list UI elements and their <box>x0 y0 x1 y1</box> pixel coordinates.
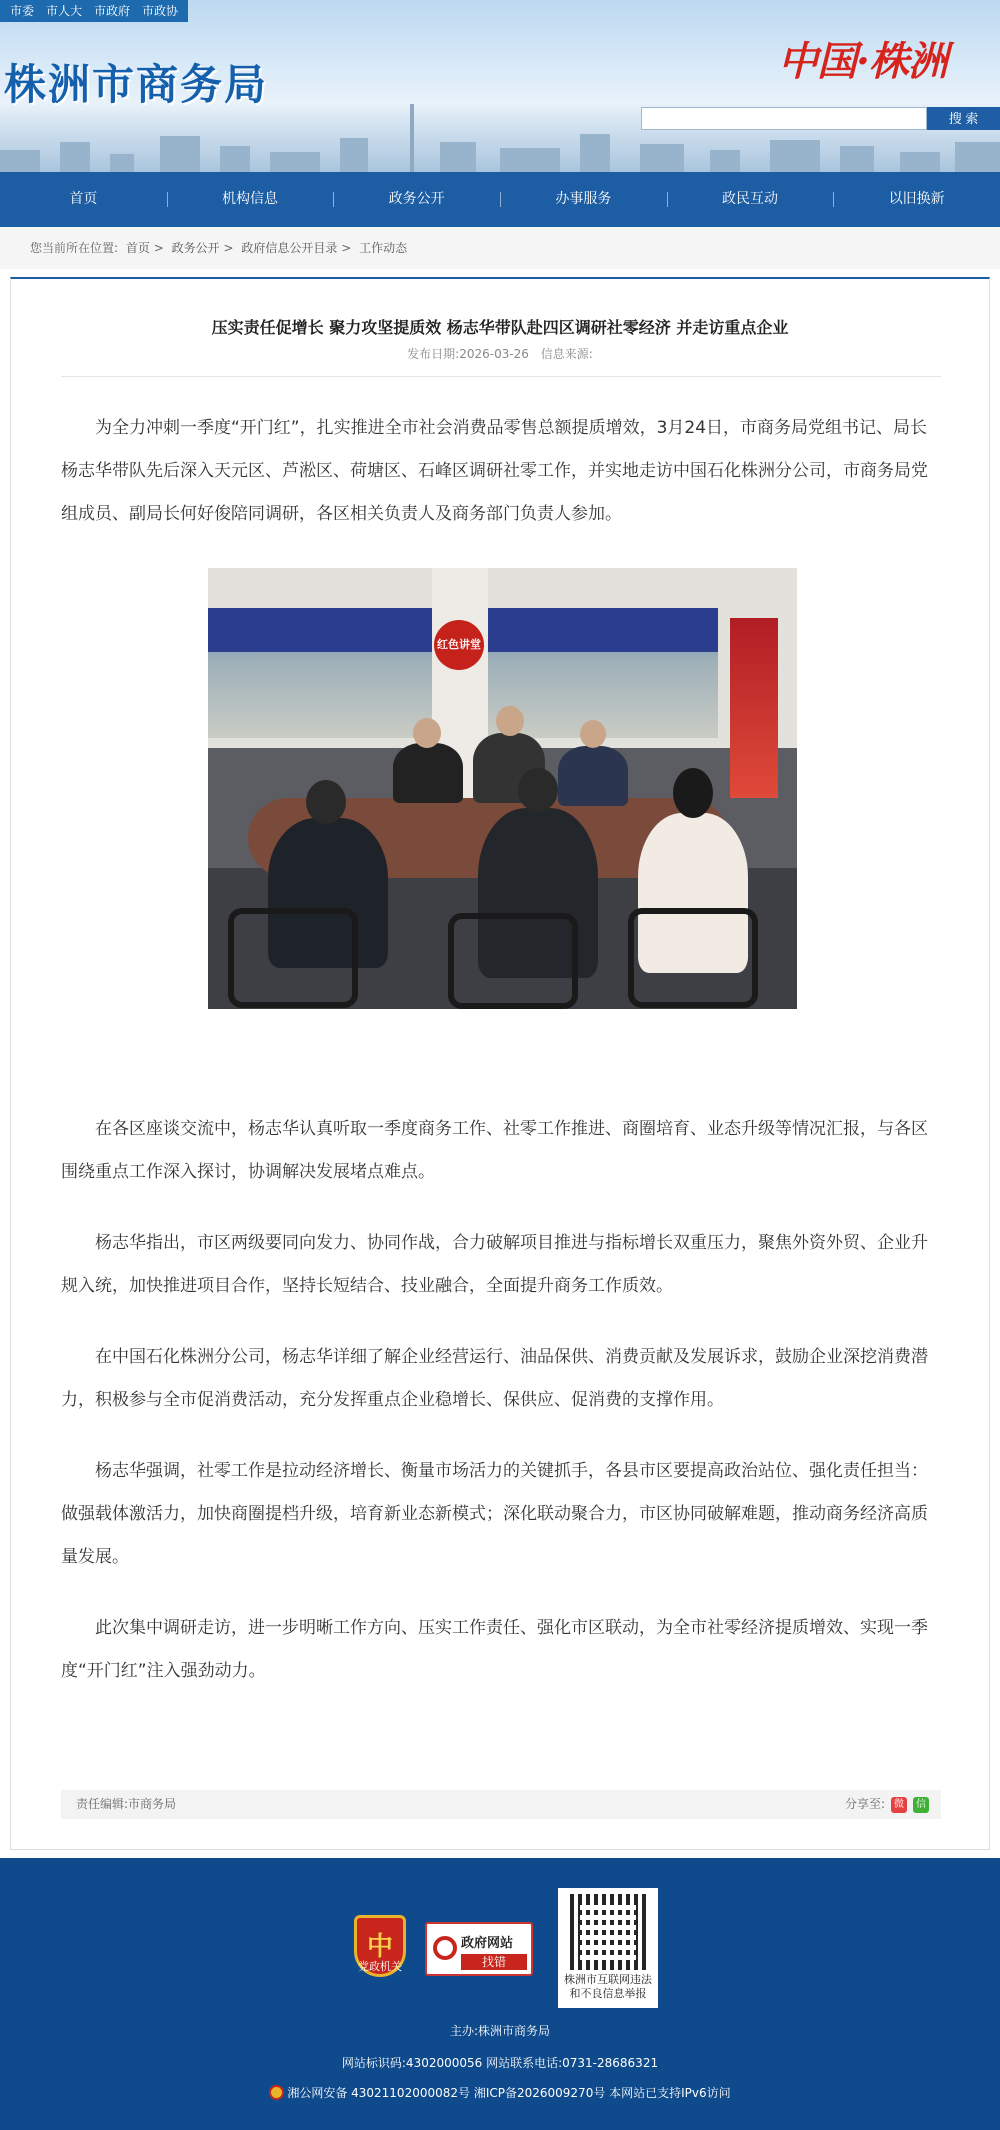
weibo-share-icon[interactable]: 微 <box>891 1797 907 1813</box>
breadcrumb-home[interactable]: 首页 <box>125 241 150 255</box>
search-button[interactable]: 搜 索 <box>927 107 1000 130</box>
share-bar <box>845 1790 929 1819</box>
tv-tower <box>410 104 414 172</box>
footer-host: 主办:株洲市商务局 <box>449 2024 551 2038</box>
nav-home[interactable]: 首页 <box>69 191 98 207</box>
gov-site-error-report[interactable] <box>425 1922 533 1976</box>
magnifier-icon <box>433 1936 457 1960</box>
nav-organization[interactable]: 机构信息 <box>167 172 334 227</box>
search-input[interactable] <box>641 107 927 130</box>
title-divider <box>61 376 941 377</box>
gov-site-label: 政府网站 <box>461 1936 514 1951</box>
breadcrumb <box>0 227 1000 269</box>
nav-trade-in[interactable]: 以旧换新 <box>833 172 1000 227</box>
china-zhuzhou-logo: 中国·株洲 <box>778 38 947 85</box>
article-paragraph: 为全力冲刺一季度“开门红”，扎实推进全市社会消费品零售总额提质增效，3月24日，市商务局党组书记、局长杨志华带队先后深入天元区、芦淞区、荷塘区、石峰区调研社零工作，并实地走访中国石化株洲分公司，市商务局党组成员、副局长何好俊陪同调研，各区相关负责人及商务部门负责人参加。 <box>61 418 928 524</box>
breadcrumb-work-news[interactable]: 工作动态 <box>359 241 408 255</box>
article-title: 压实责任促增长 聚力攻坚提质效 杨志华带队赴四区调研社零经济 并走访重点企业 <box>211 318 789 337</box>
breadcrumb-prefix: 您当前所在位置: <box>30 241 119 255</box>
info-source: 信息来源: <box>540 347 593 361</box>
site-logo[interactable]: 株洲市商务局 <box>4 60 269 109</box>
site-header <box>0 0 1000 172</box>
article-meta <box>11 345 989 362</box>
find-error-label: 找错 <box>461 1954 527 1970</box>
article-paragraph: 杨志华强调，社零工作是拉动经济增长、衡量市场活力的关键抓手，各县市区要提高政治站位、强化责任担当：做强载体激活力，加快商圈提档升级，培育新业态新模式；深化联动聚合力，市区协同破解难题，推动商务经济高质量发展。 <box>61 1461 928 1567</box>
article-paragraph: 在各区座谈交流中，杨志华认真听取一季度商务工作、社零工作推进、商圈培育、业态升级等情况汇报，与各区围绕重点工作深入探讨，协调解决发展堵点难点。 <box>61 1119 928 1182</box>
site-footer <box>0 1858 1000 2130</box>
article-paragraph: 在中国石化株洲分公司，杨志华详细了解企业经营运行、油品保供、消费贡献及发展诉求，鼓励企业深挖消费潜力，积极参与全市促消费活动，充分发挥重点企业稳增长、保供应、促消费的支撑作用。 <box>61 1347 928 1410</box>
qr-caption: 株洲市互联网违法和不良信息举报 <box>564 1973 652 2000</box>
party-emblem-icon: 中 <box>366 1932 393 1962</box>
meeting-photo <box>208 568 797 1009</box>
nav-gov-affairs[interactable]: 政务公开 <box>333 172 500 227</box>
top-link-party-committee[interactable]: 市委 <box>10 4 35 18</box>
article-paragraph: 此次集中调研走访，进一步明晰工作方向、压实工作责任、强化市区联动，为全市社零经济提质增效、实现一季度“开门红”注入强劲动力。 <box>61 1618 928 1681</box>
publish-date: 发布日期:2026-03-26 <box>407 347 529 361</box>
share-label: 分享至: <box>844 1797 885 1811</box>
breadcrumb-gov-affairs[interactable]: 政务公开 <box>171 241 220 255</box>
article-paragraph: 杨志华指出，市区两级要同向发力、协同作战，合力破解项目推进与指标增长双重压力，聚焦外资外贸、企业升规入统，加快推进项目合作，坚持长短结合、技业融合，全面提升商务工作质效。 <box>61 1233 928 1296</box>
red-lecture-sign: 红色讲堂 <box>434 620 484 670</box>
breadcrumb-info-catalog[interactable]: 政府信息公开目录 <box>241 241 338 255</box>
footer-record <box>0 2084 1000 2101</box>
top-link-cppcc[interactable]: 市政协 <box>142 4 179 18</box>
article-footer-bar <box>61 1790 941 1819</box>
breadcrumb-separator: > <box>223 241 234 255</box>
breadcrumb-separator: > <box>341 241 352 255</box>
breadcrumb-separator: > <box>153 241 164 255</box>
badge-label: 党政机关 <box>358 1960 402 1973</box>
party-gov-agency-badge[interactable] <box>354 1915 406 1977</box>
police-badge-icon <box>269 2085 284 2100</box>
footer-record-text[interactable]: 湘公网安备 43021102000082号 湘ICP备2026009270号 本网站已支持IPv6访问 <box>287 2086 731 2100</box>
top-link-peoples-congress[interactable]: 市人大 <box>46 4 83 18</box>
report-qr[interactable] <box>558 1888 658 2008</box>
article-panel <box>10 277 990 1850</box>
wechat-share-icon[interactable]: 信 <box>913 1797 929 1813</box>
nav-interaction[interactable]: 政民互动 <box>667 172 834 227</box>
main-nav <box>0 172 1000 227</box>
top-links <box>0 0 188 22</box>
top-link-government[interactable]: 市政府 <box>94 4 131 18</box>
responsible-editor: 责任编辑:市商务局 <box>76 1797 177 1811</box>
nav-services[interactable]: 办事服务 <box>500 172 667 227</box>
qr-code-icon <box>570 1894 646 1970</box>
footer-site-info: 网站标识码:4302000056 网站联系电话:0731-28686321 <box>341 2056 659 2070</box>
